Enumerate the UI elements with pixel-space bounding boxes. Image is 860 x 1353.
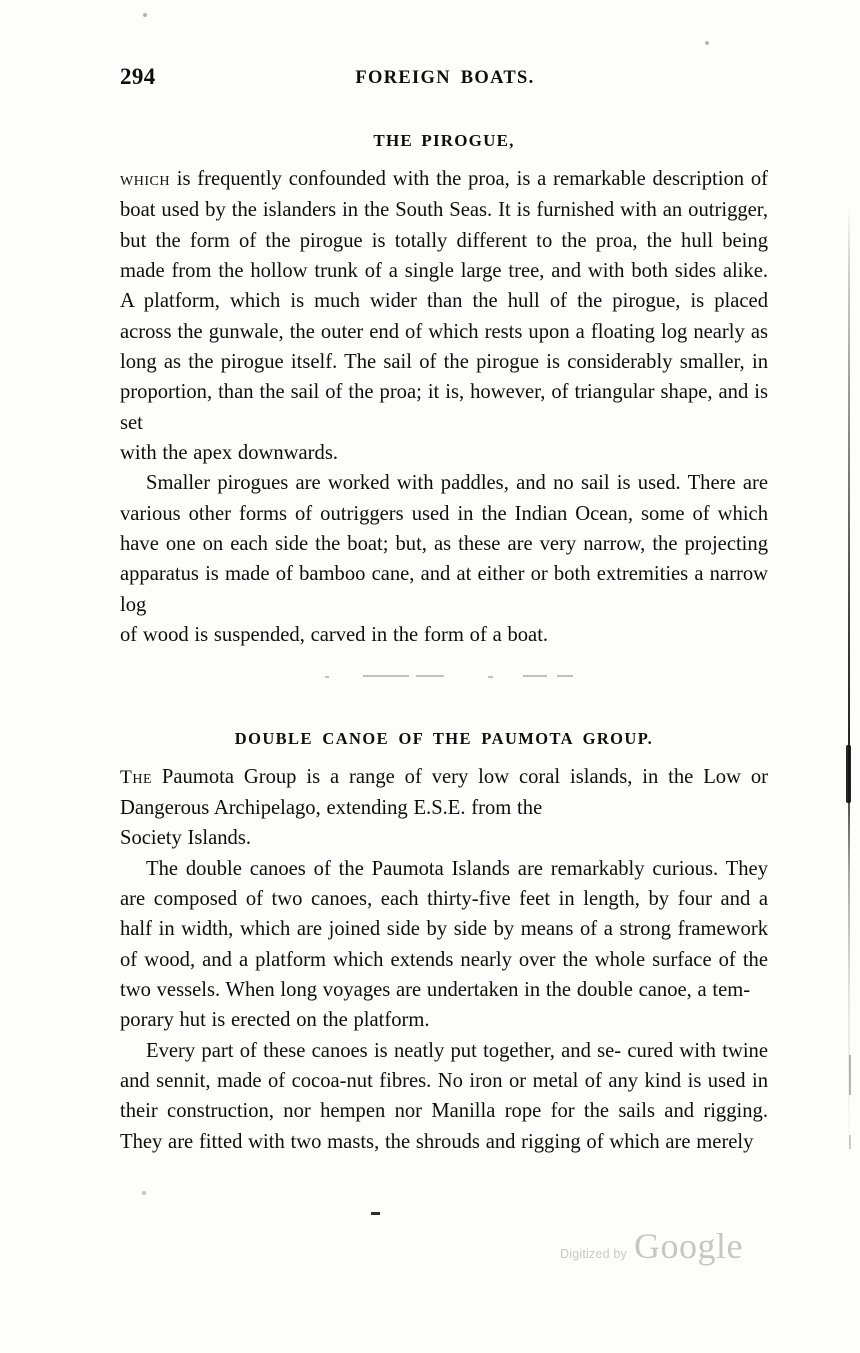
scan-speck-top-left xyxy=(143,13,147,17)
paragraph-pirogue-1-lastline: with the apex downwards. xyxy=(120,442,338,465)
paragraph-canoe-1 xyxy=(120,762,768,854)
ornament-mark-2 xyxy=(363,675,409,677)
page-number: 294 xyxy=(120,64,156,89)
section-title-pirogue: THE PIROGUE, xyxy=(373,131,515,150)
ornament-mark-5 xyxy=(523,675,547,677)
running-head-title: FOREIGN BOATS. xyxy=(355,68,535,88)
scan-edge-blot-right xyxy=(846,745,851,803)
watermark-brand: Google xyxy=(634,1226,743,1266)
paragraph-pirogue-2-text: Smaller pirogues are worked with paddles, and no sail is used. There are various other forms of outriggers used in the Indian Ocean, some of which have one on each side the boat; but, as these are very narrow, the projecting apparatus is made of bamboo cane, and at either or both extremities a narrow log xyxy=(120,472,768,616)
ornament-mark-1 xyxy=(325,676,329,678)
paragraph-canoe-2-text: The double canoes of the Paumota Islands are remarkably curious. They are composed of two canoes, each thirty-five feet in length, by four and a half in width, which are joined side by side by means of a strong framework of wood, and a platform which extends nearly over the whole surface of the two vessels. When long voyages are undertaken in the double canoe, a tem- xyxy=(120,857,768,1001)
ornament-mark-4 xyxy=(488,676,493,678)
ornament-mark-6 xyxy=(557,675,573,677)
paragraph-canoe-1-text: Paumota Group is a range of very low coral islands, in the Low or Dangerous Archipelago, extending E.S.E. from the xyxy=(120,765,768,819)
paragraph-pirogue-2-lastline: of wood is suspended, carved in the form of a boat. xyxy=(120,624,549,647)
paragraph-canoe-3 xyxy=(120,1036,768,1157)
paragraph-canoe-2 xyxy=(120,854,768,1036)
section-title-double-canoe: DOUBLE CANOE OF THE PAUMOTA GROUP. xyxy=(234,728,654,748)
scan-dash-bottom xyxy=(371,1212,380,1215)
paragraph-canoe-2-lastline: porary hut is erected on the platform. xyxy=(120,1009,430,1032)
ornament-mark-3 xyxy=(416,675,444,677)
paragraph-canoe-1-lastline: Society Islands. xyxy=(120,827,252,850)
running-head xyxy=(120,63,770,93)
paragraph-pirogue-2 xyxy=(120,468,768,650)
text-column xyxy=(120,120,768,1157)
scan-edge-line-right xyxy=(848,205,850,1165)
paragraph-pirogue-1-text: is frequently confounded with the proa, is a remarkable description of boat used by the islanders in the South Seas. It is furnished with an outrigger, but the form of the pirogue is totally different to the proa, the hull being made from the hollow trunk of a single large tree, and with both sides alike. A platform, which is much wider than the hull of the pirogue, is placed across the gunwale, the outer end of which rests upon a floating log nearly as long as the pirogue itself. The sail of the pirogue is considerably smaller, in proportion, than the sail of the proa; it is, however, of triangular shape, and is set xyxy=(120,168,768,434)
scan-edge-tick-lower xyxy=(849,1055,851,1095)
small-caps-opening-which: which xyxy=(120,169,170,190)
small-caps-opening-the: The xyxy=(120,766,153,788)
scan-speck-top-right xyxy=(705,41,709,45)
scan-edge-tick-bottom xyxy=(849,1135,851,1149)
paragraph-canoe-3-text: Every part of these canoes is neatly put together, and se- cured with twine and sennit, made of cocoa-nut fibres. No iron or metal of any kind is used in their construction, nor hempen nor Manilla rope for the sails and rigging. They are fitted with two masts, the shrouds and rigging of which are merely xyxy=(120,1039,768,1153)
watermark-prefix: Digitized by xyxy=(560,1247,628,1261)
paragraph-pirogue-1 xyxy=(120,164,768,468)
google-digitized-watermark xyxy=(560,1228,743,1268)
section-divider-ornament xyxy=(120,668,768,684)
scan-speck-bottom-left xyxy=(142,1191,146,1195)
